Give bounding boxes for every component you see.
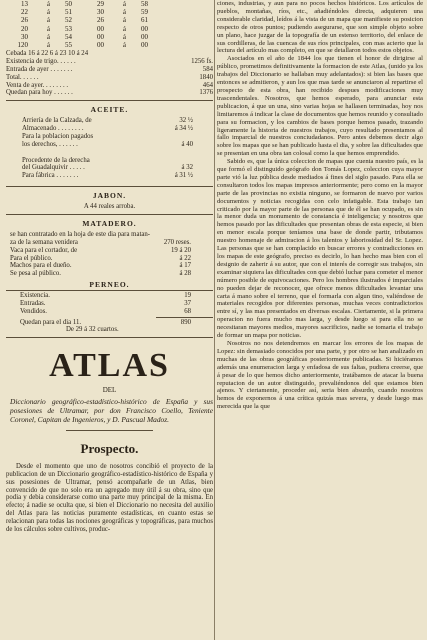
table-cell: á xyxy=(122,32,126,41)
divider xyxy=(156,317,213,318)
price-line xyxy=(22,133,193,141)
line-value: á 17 xyxy=(179,262,191,270)
divider xyxy=(6,337,213,338)
price-line xyxy=(22,117,193,125)
price-line xyxy=(6,308,191,316)
aceite-header: ACEITE. xyxy=(90,105,129,115)
table-cell: 120 xyxy=(17,41,28,50)
price-line xyxy=(6,66,213,74)
table-row xyxy=(6,16,213,24)
atlas-title: ATLAS xyxy=(49,347,170,385)
aceite-prices xyxy=(6,117,213,180)
line-value: á 34 ½ xyxy=(174,125,193,133)
grain-summary xyxy=(6,58,213,97)
price-line xyxy=(6,270,191,278)
jabon-header: JABON. xyxy=(92,191,127,201)
table-cell: 00 xyxy=(141,41,148,50)
cebada-line: Cebada 16 á 22 6 á 23 10 á 24 xyxy=(6,50,89,58)
table-cell: á xyxy=(122,16,126,25)
table-cell xyxy=(72,41,82,49)
table-cell: 00 xyxy=(97,24,104,33)
table-cell: á xyxy=(46,16,50,25)
table-cell: á xyxy=(46,24,50,33)
line-value: 464 xyxy=(202,81,213,89)
line-value: 19 á 20 xyxy=(170,246,191,254)
line-value: 1256 fs. xyxy=(191,58,213,66)
table-cell: á xyxy=(46,0,50,8)
line-label: Se pesa al público. xyxy=(10,270,61,278)
line-value: 37 xyxy=(184,299,191,307)
table-cell: 00 xyxy=(141,32,148,41)
price-line xyxy=(22,141,193,149)
table-cell: 20 xyxy=(21,24,28,33)
line-label: se han contratado en la hoja de este dia para matan- xyxy=(10,231,151,239)
line-label: Entrada de ayer . . . . . . . xyxy=(6,65,73,73)
table-cell xyxy=(72,8,82,16)
article-paragraph: ciones, industrias, y aun para no pocos hechos históricos. Los artículos de pueblos, montañas, ríos, etc., añadiéndoles directa, adquieren una considerable claridad, leídos á la vista de un mapa que manifieste su posicion respecto de otros puntos; pudiendo asegurarse, que son simple objeto sobre un plano, hace juzgar de la topografía de un estenso territorio, del enlace de sus cordilleras, de las cuencas de sus ríos principales, con mas acierto que la lectura del artículo mas completo, en que se detallaron todos estos objetos. xyxy=(217,0,423,55)
line-value: á 22 xyxy=(179,254,191,262)
line-value: á 31 ½ xyxy=(174,172,193,180)
line-value: á 40 xyxy=(181,140,193,148)
jabon-price: A 44 reales arroba. xyxy=(83,203,136,211)
table-row xyxy=(6,0,213,8)
table-cell: 13 xyxy=(21,0,28,8)
line-label xyxy=(22,149,24,157)
table-cell: 55 xyxy=(65,41,72,50)
atlas-subtitle: Diccionario geográfico-estadístico-histórico de España y sus posesiones de Ultramar, por don Francisco Coello, Teniente Coronel, Capitan de Ingenieros, y D. Pascual Madoz. xyxy=(10,397,213,425)
table-cell: 00 xyxy=(141,24,148,33)
line-label: Vendidos. xyxy=(20,307,47,315)
line-label: Quedan para hoy . . . . . . xyxy=(6,89,73,97)
table-cell: 51 xyxy=(65,8,72,17)
matadero-header: MATADERO. xyxy=(82,219,137,229)
table-cell: 26 xyxy=(97,16,104,25)
perneo-counts xyxy=(6,292,213,316)
prospecto-text: Desde el momento que uno de nosotros concibió el proyecto de la publicacion de un Diccionario geográfico-estadístico-histórico de España y sus posesiones de Ultramar, pensó acompañarle de un Atlas, bien convencido de que no solo era un agregado muy útil á su obra, sino que podia y debia considerarse como una parte muy principal de la misma. En efecto; á nadie se oculta que, si bien el Diccionario no necesita del auxilio del Atlas para las noticias puramente estadísticas, en cuanto estas se relacionan para todas las nociones geográficas y topográficas, para muchos de los cálculos sobre cultivos, produc- xyxy=(6,462,213,534)
divider xyxy=(6,186,213,187)
table-cell: á xyxy=(46,32,50,41)
line-value: á 32 xyxy=(181,164,193,172)
line-label: za de la semana venidera xyxy=(10,238,78,246)
line-label: Existencia. xyxy=(20,292,51,300)
article-paragraph: Asociados en el año de 1844 los que tienen el honor de dirigirse al público, prometimos definitivamente la formacion de este Atlas, (unido ya los trabajos del Diccionario se hallaban muy adelantados): si bien las bases que entonces se admitieron, y aun los que mas tarde se anunciaron al repartirse el prospecto de esta obra, han recibido despues modificaciones muy trascendentales. Nosotros, que hemos esperado, para anunciar esta publicacion, á que un una, sino varias hojas se hallasen terminadas, hoy nos limitaremos á indicar la clase de documentos que hemos reunido y consultado para su formacion, y los cambios de bases porque hemos pasado, trazando ligeramente la historia de nuestros trabajos, cuyo resultado presentamos al fallo imparcial de nuestros conciudadanos. Pero antes debemos decir algo sobre los mapas que se han publicado hasta el dia, y sobre las dificultades que se presentan en una obra tan colosal como la que hemos emprendido. xyxy=(217,55,423,158)
price-line xyxy=(6,292,191,300)
table-cell: á xyxy=(122,41,126,50)
line-label: Total. . . . . . xyxy=(6,73,39,81)
line-label: Procedente de la derecha xyxy=(22,156,90,164)
prospecto-title: Prospecto. xyxy=(80,440,139,456)
line-label: del Guadalquivir . . . . . xyxy=(22,164,85,172)
divider xyxy=(6,214,213,215)
quedan-line xyxy=(6,319,191,327)
table-row xyxy=(6,33,213,41)
table-cell: 29 xyxy=(97,0,104,8)
table-cell: 58 xyxy=(141,0,148,8)
left-column xyxy=(6,0,213,534)
line-label: Para la poblacion pagados xyxy=(22,132,94,140)
price-line xyxy=(6,247,191,255)
table-cell: 50 xyxy=(65,0,72,8)
price-line xyxy=(6,262,191,270)
price-line xyxy=(22,172,193,180)
divider xyxy=(6,100,213,101)
line-value: 68 xyxy=(184,307,191,315)
line-label: los derechos, . . . . . . xyxy=(22,140,78,148)
price-line xyxy=(22,157,193,165)
table-cell: á xyxy=(122,8,126,17)
divider xyxy=(6,290,213,291)
line-label: Almacenado . . . . . . . . xyxy=(22,125,84,133)
table-cell: 30 xyxy=(97,8,104,17)
table-cell: 22 xyxy=(21,8,28,17)
table-cell: 52 xyxy=(65,16,72,25)
table-row xyxy=(6,8,213,16)
article-paragraph: Nosotros no nos detendremos en marcar los errores de los mapas de Lopez: sin demasiado conocidos por una parte, y por otro se han analizado en muchas de las obras geográficas posteriormente publicadas. Si hiciéramos además una enumeracion larga y enfadosa de sus faltas, pudiera creerse, que á pesar de lo que hemos dicho anteriormente, tratábamos de atacar la buena reputacion de un autor distinguido, prevaliéndonos del que estamos bien ajenos. Y ciertamente, proceder así, seria bien absurdo, cuando nosotros hemos de exponernos á una crítica quizás mas severa, y desde luego mas merecida que la que xyxy=(217,339,423,411)
price-line xyxy=(6,300,191,308)
table-cell xyxy=(72,33,82,41)
line-label: Arriería de la Calzada, de xyxy=(22,117,92,125)
price-line xyxy=(22,164,193,172)
table-cell: á xyxy=(46,41,50,50)
table-cell: 30 xyxy=(21,32,28,41)
divider xyxy=(66,430,153,431)
price-line xyxy=(22,149,193,157)
table-cell: 00 xyxy=(97,41,104,50)
table-cell xyxy=(72,16,82,24)
price-line xyxy=(6,58,213,66)
table-cell: á xyxy=(122,0,126,8)
price-line xyxy=(6,255,191,263)
line-value: 584 xyxy=(202,65,213,73)
quedan-label: Quedan para el dia 11. xyxy=(20,318,82,326)
table-row xyxy=(6,41,213,49)
price-table xyxy=(6,0,213,49)
quedan-value: 890 xyxy=(180,318,191,326)
line-value: 270 reses. xyxy=(163,238,191,246)
line-label: Venta de ayer. . . . . . . . xyxy=(6,81,69,89)
line-label: Existencia de trigo. . . . . . xyxy=(6,58,76,66)
line-value: á 28 xyxy=(179,270,191,278)
line-label: Machos para el dueño. xyxy=(10,262,72,270)
line-label: Vaca para el cortador, de xyxy=(10,246,78,254)
line-label: Para fábrica . . . . . . . xyxy=(22,172,79,180)
column-divider xyxy=(214,0,215,640)
perneo-header: PERNEO. xyxy=(89,280,130,290)
table-cell xyxy=(72,0,82,8)
right-column xyxy=(217,0,423,411)
table-cell: á xyxy=(122,24,126,33)
quedan-sub: De 29 á 32 cuartos. xyxy=(66,326,119,334)
line-label: Entradas. xyxy=(20,299,46,307)
table-cell: 53 xyxy=(65,24,72,33)
table-cell xyxy=(72,25,82,33)
price-line xyxy=(6,82,213,90)
table-cell: 61 xyxy=(141,16,148,25)
table-cell: á xyxy=(46,8,50,17)
line-value: 19 xyxy=(184,292,191,300)
price-line xyxy=(6,231,191,239)
price-line xyxy=(6,89,213,97)
matadero-prices xyxy=(6,231,213,278)
table-cell: 26 xyxy=(21,16,28,25)
article-paragraph: Sabido es, que la única coleccion de mapas que cuenta nuestro país, es la que formó el distinguido geógrafo don Tomás Lopez, coleccion cuya mayor parte vió la luz pública desde mediados á fines del siglo pasado. Para ella se consultaron todos los mapas impresos anteriormente; pero como en la mayor parte de las provincias no existia ninguno, se formaron de nuevo por varios documentos y noticias recogidas con celo infatigable. Esta trabajo tan criticado por la mayor parte de las personas que de él se han ocupado, es sin la menor duda un monumento de constancia é inteligencia; y nosotros que hemos pasado por las dificultades que presentan obras de esta especie, si bien en menor escala porque teníamos una base de donde partir, tributamos nuestro homenaje de admiracion á los talentos y laboriosidad del Sr. Lopez. Las personas que se han complacido en buscar errores y contradicciones en los mapas de este geógrafo, preciso es decirlo, lo han hecho mas bien con el designio de zaherir á su autor, que con el interés de corregir sus trabajos, sin examinar siquiera las dificultades con que debió luchar para cometer el menor número posible de equivocaciones. Pero los hombres ilustrados é imparciales no pueden dejar de reconocer, que ofrece menos dificultades levantar una carta á mano sobre el terreno, que el formarla con algun tino, valiéndose de materiales recogidos por diferentes personas, muchas veces contradictorios entre sí, y las mas presentados en diversas escalas. Ciertamente, si la primera operacion no fuera mucho mas larga, y desde luego si para ella no se necesitaran mayores medios, mayores sacrificios, nadie se tomaria el trabajo de formar un mapa por noticias. xyxy=(217,158,423,340)
price-line xyxy=(22,125,193,133)
price-line xyxy=(6,74,213,82)
line-value: 1376 xyxy=(199,89,213,97)
line-value: 32 ½ xyxy=(179,117,193,125)
table-cell: 54 xyxy=(65,32,72,41)
line-label: Para el público. xyxy=(10,254,53,262)
price-line xyxy=(6,239,191,247)
table-row xyxy=(6,25,213,33)
table-cell: 59 xyxy=(141,8,148,17)
atlas-del: DEL xyxy=(102,386,117,395)
table-cell: 00 xyxy=(97,32,104,41)
line-value: 1840 xyxy=(199,73,213,81)
